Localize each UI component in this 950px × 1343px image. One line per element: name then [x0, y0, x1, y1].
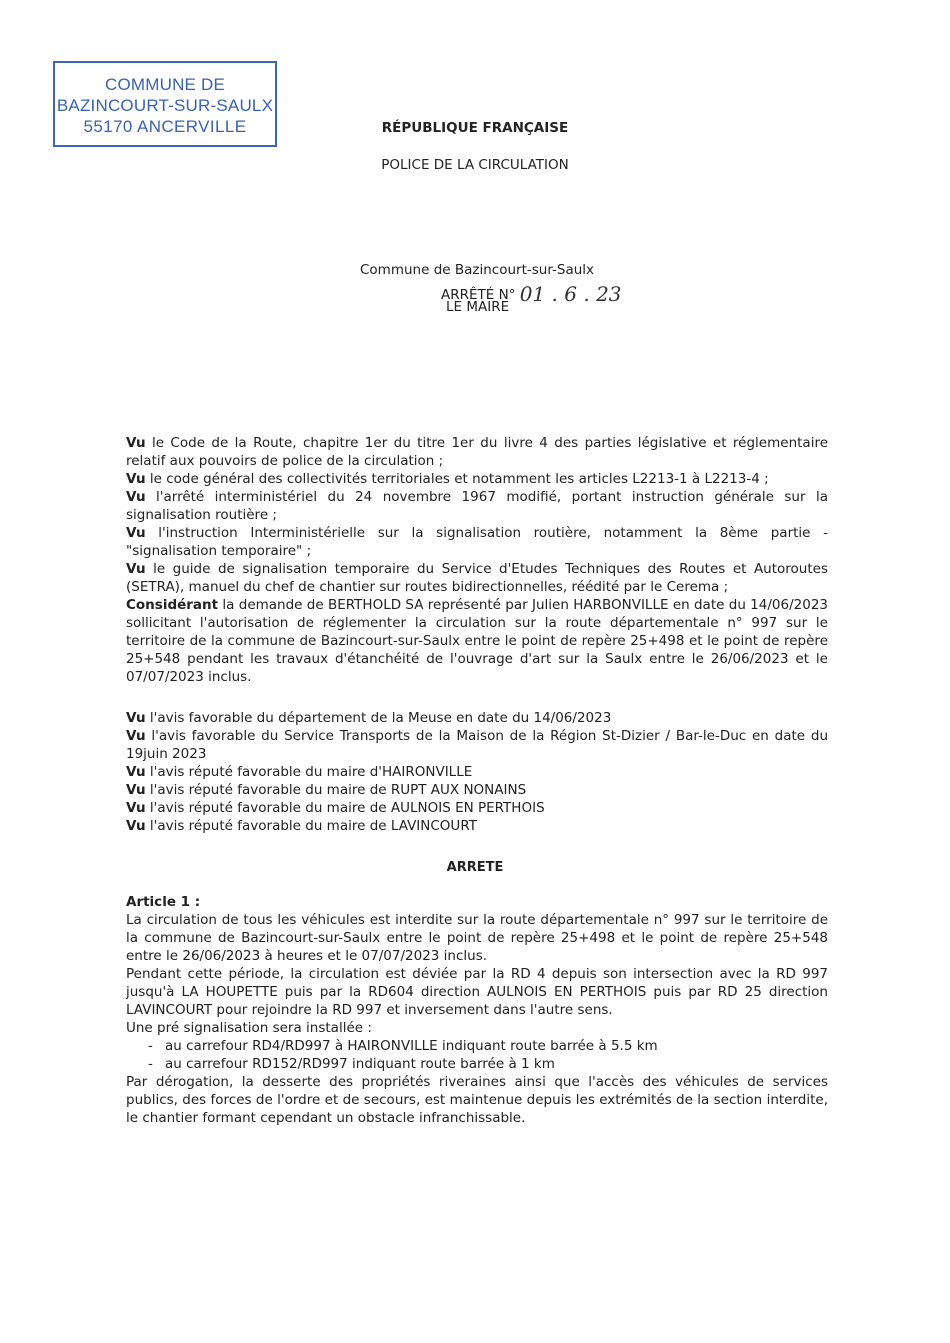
visa-text: le code général des collectivités territoriales et notamment les articles L2213-1 à L2213-4 ;: [145, 471, 769, 487]
article-1-paragraph-3: Une pré signalisation sera installée :: [126, 1020, 372, 1036]
visa-keyword: Vu: [126, 489, 146, 505]
article-1-paragraph-4: Par dérogation, la desserte des propriétés riveraines ainsi que l'accès des véhicules de services publics, des forces de l'ordre et de secours, est maintenue depuis les extrémités de la section interdite, le chantier formant cependant un obstacle infranchissable.: [126, 1074, 828, 1126]
visa-text: l'avis favorable du département de la Meuse en date du 14/06/2023: [145, 710, 612, 726]
stamp-line-2: BAZINCOURT-SUR-SAULX: [56, 96, 274, 115]
arrete-heading: ARRETE: [446, 860, 504, 875]
visa-paragraph: [126, 470, 828, 488]
arrete-number-label: ARRÊTÉ N°: [441, 287, 516, 303]
visa-keyword: Vu: [126, 471, 146, 487]
visa-keyword: Vu: [126, 728, 146, 744]
visa-paragraph: [126, 524, 828, 560]
visa-keyword: Vu: [126, 435, 146, 451]
visa-keyword: Vu: [126, 525, 146, 541]
avis-paragraph: [126, 763, 828, 781]
avis-paragraph: [126, 727, 828, 763]
visa-text: le Code de la Route, chapitre 1er du titre 1er du livre 4 des parties législative et réglementaire relatif aux pouvoirs de police de la circulation ;: [126, 435, 828, 469]
avis-block: [126, 709, 828, 835]
arrete-number-handwritten: 01 . 6 . 23: [519, 282, 622, 306]
visa-keyword: Vu: [126, 561, 146, 577]
avis-paragraph: [126, 799, 828, 817]
signalisation-list: [126, 1037, 828, 1073]
avis-paragraph: [126, 817, 828, 835]
visa-keyword: Vu: [126, 800, 146, 816]
republique-heading: RÉPUBLIQUE FRANÇAISE: [381, 120, 569, 136]
le-maire-heading: LE MAIRE: [446, 299, 510, 315]
list-dash: -: [148, 1056, 153, 1072]
article-1-paragraph-2: Pendant cette période, la circulation est déviée par la RD 4 depuis son intersection avec la RD 997 jusqu'à LA HOUPETTE puis par la RD604 direction AULNOIS EN PERTHOIS puis par RD 25 direction LAVINCOURT pour rejoindre la RD 997 et inversement dans l'autre sens.: [126, 966, 828, 1018]
considerant-keyword: Considérant: [126, 597, 219, 613]
visa-text: l'avis réputé favorable du maire de AULNOIS EN PERTHOIS: [145, 800, 545, 816]
article-1-title: Article 1 :: [126, 894, 201, 910]
visa-paragraph: [126, 488, 828, 524]
commune-name: Commune de Bazincourt-sur-Saulx: [360, 262, 595, 278]
list-item-text: au carrefour RD4/RD997 à HAIRONVILLE indiquant route barrée à 5.5 km: [165, 1038, 658, 1054]
list-item: [126, 1055, 828, 1073]
visa-keyword: Vu: [126, 710, 146, 726]
police-heading: POLICE DE LA CIRCULATION: [381, 157, 569, 173]
article-1-paragraph-1: La circulation de tous les véhicules est interdite sur la route départementale n° 997 sur le territoire de la commune de Bazincourt-sur-Saulx entre le point de repère 25+498 et le point de repère 25+548 entre le 26/06/2023 à heures et le 07/07/2023 inclus.: [126, 912, 828, 964]
stamp-line-3: 55170 ANCERVILLE: [83, 117, 247, 136]
visa-text: l'arrêté interministériel du 24 novembre 1967 modifié, portant instruction générale sur la signalisation routière ;: [126, 489, 828, 523]
visa-text: l'instruction Interministérielle sur la signalisation routière, notamment la 8ème partie - "signalisation temporaire" ;: [126, 525, 828, 559]
visa-text: l'avis réputé favorable du maire d'HAIRONVILLE: [145, 764, 473, 780]
considerant-paragraph: [126, 596, 828, 686]
visa-text: l'avis favorable du Service Transports de la Maison de la Région St-Dizier / Bar-le-Duc en date du 19juin 2023: [126, 728, 828, 762]
list-dash: -: [148, 1038, 153, 1054]
visa-keyword: Vu: [126, 764, 146, 780]
considerant-text: la demande de BERTHOLD SA représenté par Julien HARBONVILLE en date du 14/06/2023 sollicitant l'autorisation de réglementer la circulation sur la route départementale n° 997 sur le territoire de la commune de Bazincourt-sur-Saulx entre le point de repère 25+498 et le point de repère 25+548 pendant les travaux d'étanchéité de l'ouvrage d'art sur la Saulx entre le 26/06/2023 et le 07/07/2023 inclus.: [126, 597, 828, 685]
stamp-line-1: COMMUNE DE: [104, 75, 226, 94]
visas-block: [126, 434, 828, 686]
visa-keyword: Vu: [126, 782, 146, 798]
visa-text: l'avis réputé favorable du maire de LAVINCOURT: [145, 818, 477, 834]
avis-paragraph: [126, 709, 828, 727]
list-item: [126, 1037, 828, 1055]
visa-text: le guide de signalisation temporaire du Service d'Etudes Techniques des Routes et Autoroutes (SETRA), manuel du chef de chantier sur routes bidirectionnelles, réédité par le Cerema ;: [126, 561, 828, 595]
article-1: [126, 893, 828, 1127]
visa-paragraph: [126, 560, 828, 596]
visa-paragraph: [126, 434, 828, 470]
avis-paragraph: [126, 781, 828, 799]
list-item-text: au carrefour RD152/RD997 indiquant route barrée à 1 km: [165, 1056, 555, 1072]
visa-text: l'avis réputé favorable du maire de RUPT AUX NONAINS: [145, 782, 527, 798]
visa-keyword: Vu: [126, 818, 146, 834]
